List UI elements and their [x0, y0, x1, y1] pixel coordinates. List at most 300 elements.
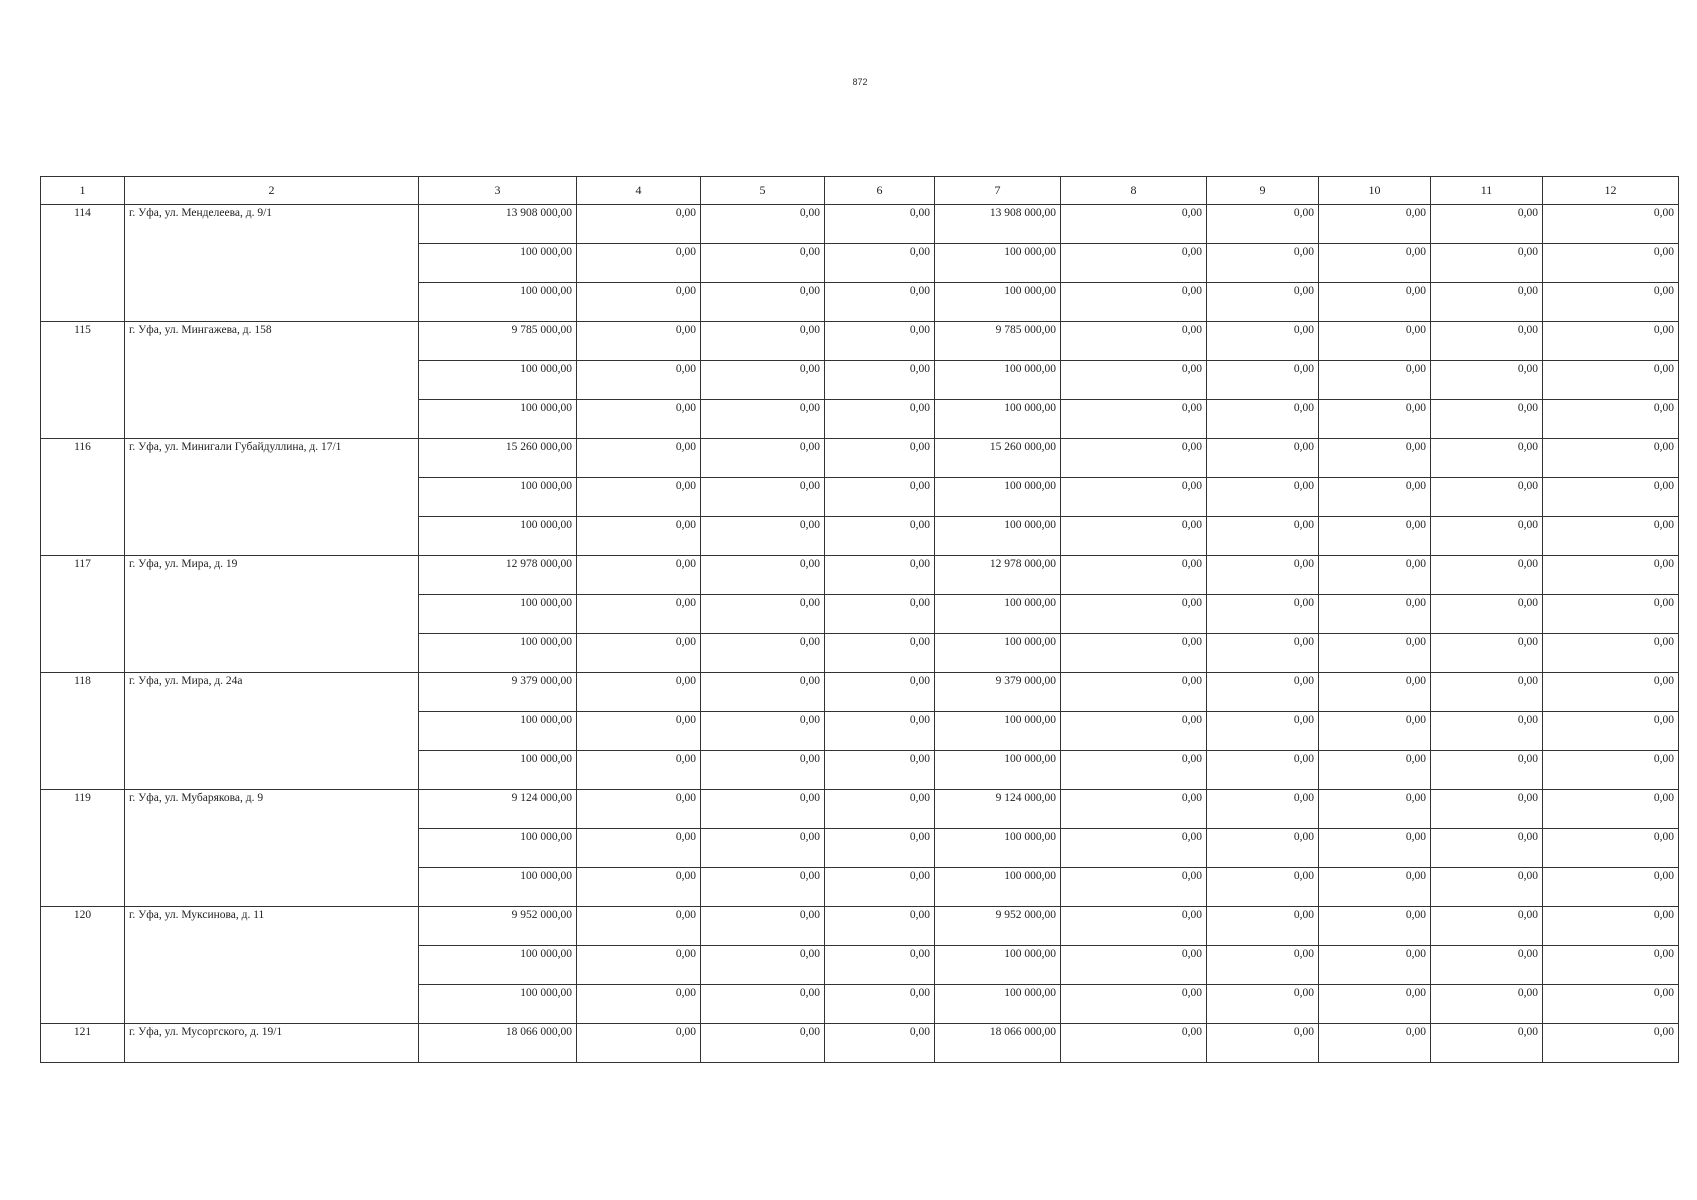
- amount-cell: 0,00: [577, 400, 701, 439]
- amount-cell: 0,00: [1431, 478, 1543, 517]
- amount-cell: 0,00: [1431, 673, 1543, 712]
- address-cell: [125, 478, 419, 517]
- amount-cell: 0,00: [1319, 907, 1431, 946]
- amount-cell: 100 000,00: [419, 829, 577, 868]
- amount-cell: 0,00: [1543, 751, 1679, 790]
- table-row: [41, 595, 1679, 634]
- amount-cell: 0,00: [1319, 712, 1431, 751]
- address-cell: г. Уфа, ул. Минигали Губайдуллина, д. 17/1: [125, 439, 419, 478]
- amount-cell: 0,00: [1207, 439, 1319, 478]
- amount-cell: 0,00: [701, 907, 825, 946]
- table-row: [41, 790, 1679, 829]
- row-index: [41, 751, 125, 790]
- amount-cell: 0,00: [1319, 1024, 1431, 1063]
- row-index: [41, 634, 125, 673]
- amount-cell: 0,00: [577, 244, 701, 283]
- amount-cell: 0,00: [577, 556, 701, 595]
- amount-cell: 0,00: [1207, 478, 1319, 517]
- address-cell: [125, 361, 419, 400]
- amount-cell: 0,00: [701, 985, 825, 1024]
- amount-cell: 0,00: [577, 907, 701, 946]
- table-row: [41, 400, 1679, 439]
- amount-cell: 0,00: [1543, 790, 1679, 829]
- amount-cell: 0,00: [825, 517, 935, 556]
- amount-cell: 15 260 000,00: [935, 439, 1061, 478]
- address-cell: г. Уфа, ул. Мубарякова, д. 9: [125, 790, 419, 829]
- amount-cell: 0,00: [701, 439, 825, 478]
- amount-cell: 0,00: [1207, 556, 1319, 595]
- address-cell: г. Уфа, ул. Мусоргского, д. 19/1: [125, 1024, 419, 1063]
- amount-cell: 100 000,00: [419, 751, 577, 790]
- amount-cell: 0,00: [1061, 439, 1207, 478]
- amount-cell: 0,00: [1207, 205, 1319, 244]
- address-cell: г. Уфа, ул. Менделеева, д. 9/1: [125, 205, 419, 244]
- amount-cell: 0,00: [1431, 400, 1543, 439]
- amount-cell: 0,00: [825, 283, 935, 322]
- amount-cell: 0,00: [1431, 517, 1543, 556]
- amount-cell: 0,00: [1319, 478, 1431, 517]
- row-index: 117: [41, 556, 125, 595]
- amount-cell: 100 000,00: [935, 634, 1061, 673]
- amount-cell: 0,00: [1431, 1024, 1543, 1063]
- amount-cell: 0,00: [701, 283, 825, 322]
- amount-cell: 0,00: [701, 400, 825, 439]
- amount-cell: 9 124 000,00: [419, 790, 577, 829]
- amount-cell: 0,00: [1543, 829, 1679, 868]
- row-index: 121: [41, 1024, 125, 1063]
- amount-cell: 0,00: [1319, 439, 1431, 478]
- row-index: 116: [41, 439, 125, 478]
- amount-cell: 18 066 000,00: [419, 1024, 577, 1063]
- amount-cell: 0,00: [1061, 790, 1207, 829]
- address-cell: [125, 283, 419, 322]
- amount-cell: 0,00: [1543, 400, 1679, 439]
- column-number-row: [41, 177, 1679, 205]
- amount-cell: 0,00: [1207, 712, 1319, 751]
- amount-cell: 12 978 000,00: [419, 556, 577, 595]
- amount-cell: 0,00: [825, 985, 935, 1024]
- amount-cell: 0,00: [701, 478, 825, 517]
- amount-cell: 0,00: [1543, 673, 1679, 712]
- amount-cell: 0,00: [701, 1024, 825, 1063]
- amount-cell: 9 379 000,00: [419, 673, 577, 712]
- amount-cell: 0,00: [577, 634, 701, 673]
- amount-cell: 0,00: [1061, 946, 1207, 985]
- amount-cell: 0,00: [1207, 790, 1319, 829]
- amount-cell: 0,00: [1431, 946, 1543, 985]
- table-row: [41, 712, 1679, 751]
- amount-cell: 0,00: [1319, 595, 1431, 634]
- amount-cell: 0,00: [577, 673, 701, 712]
- amount-cell: 0,00: [1061, 361, 1207, 400]
- amount-cell: 0,00: [1319, 634, 1431, 673]
- address-cell: г. Уфа, ул. Мингажева, д. 158: [125, 322, 419, 361]
- address-cell: [125, 751, 419, 790]
- amount-cell: 0,00: [1061, 556, 1207, 595]
- amount-cell: 0,00: [825, 322, 935, 361]
- amount-cell: 0,00: [1061, 712, 1207, 751]
- amount-cell: 0,00: [1319, 868, 1431, 907]
- amount-cell: 18 066 000,00: [935, 1024, 1061, 1063]
- amount-cell: 0,00: [1061, 1024, 1207, 1063]
- amount-cell: 13 908 000,00: [419, 205, 577, 244]
- column-number: 1: [41, 177, 125, 205]
- amount-cell: 0,00: [1431, 907, 1543, 946]
- amount-cell: 0,00: [1431, 712, 1543, 751]
- amount-cell: 0,00: [1061, 400, 1207, 439]
- amount-cell: 100 000,00: [935, 751, 1061, 790]
- table-row: [41, 829, 1679, 868]
- amount-cell: 0,00: [1061, 985, 1207, 1024]
- amount-cell: 0,00: [577, 712, 701, 751]
- amount-cell: 0,00: [1207, 595, 1319, 634]
- amount-cell: 0,00: [577, 205, 701, 244]
- amount-cell: 0,00: [1431, 751, 1543, 790]
- amount-cell: 0,00: [701, 322, 825, 361]
- amount-cell: 0,00: [1061, 634, 1207, 673]
- amount-cell: 0,00: [1431, 595, 1543, 634]
- amount-cell: 0,00: [1207, 751, 1319, 790]
- table-row: [41, 907, 1679, 946]
- amount-cell: 0,00: [1061, 907, 1207, 946]
- amount-cell: 0,00: [1431, 829, 1543, 868]
- column-number: 6: [825, 177, 935, 205]
- amount-cell: 0,00: [1061, 868, 1207, 907]
- amount-cell: 0,00: [1061, 205, 1207, 244]
- amount-cell: 0,00: [577, 361, 701, 400]
- amount-cell: 9 124 000,00: [935, 790, 1061, 829]
- amount-cell: 0,00: [1431, 439, 1543, 478]
- amount-cell: 0,00: [825, 673, 935, 712]
- address-cell: [125, 244, 419, 283]
- row-index: [41, 400, 125, 439]
- amount-cell: 13 908 000,00: [935, 205, 1061, 244]
- table-row: [41, 517, 1679, 556]
- address-cell: [125, 634, 419, 673]
- amount-cell: 0,00: [1207, 1024, 1319, 1063]
- amount-cell: 0,00: [1543, 205, 1679, 244]
- amount-cell: 0,00: [1543, 985, 1679, 1024]
- amount-cell: 0,00: [701, 361, 825, 400]
- amount-cell: 0,00: [1061, 322, 1207, 361]
- table-row: [41, 439, 1679, 478]
- amount-cell: 100 000,00: [935, 244, 1061, 283]
- amount-cell: 0,00: [701, 829, 825, 868]
- amount-cell: 0,00: [1431, 868, 1543, 907]
- row-index: 120: [41, 907, 125, 946]
- amount-cell: 100 000,00: [419, 517, 577, 556]
- amount-cell: 0,00: [577, 595, 701, 634]
- row-index: [41, 244, 125, 283]
- amount-cell: 0,00: [1431, 244, 1543, 283]
- amount-cell: 0,00: [701, 790, 825, 829]
- table-row: [41, 985, 1679, 1024]
- amount-cell: 0,00: [1319, 322, 1431, 361]
- amount-cell: 0,00: [1543, 946, 1679, 985]
- amount-cell: 0,00: [825, 751, 935, 790]
- amount-cell: 100 000,00: [419, 634, 577, 673]
- column-number: 10: [1319, 177, 1431, 205]
- column-number: 5: [701, 177, 825, 205]
- amount-cell: 100 000,00: [419, 985, 577, 1024]
- row-index: 114: [41, 205, 125, 244]
- amount-cell: 0,00: [825, 907, 935, 946]
- row-index: [41, 361, 125, 400]
- amount-cell: 0,00: [1207, 244, 1319, 283]
- amount-cell: 0,00: [701, 751, 825, 790]
- amount-cell: 0,00: [1207, 517, 1319, 556]
- amount-cell: 9 379 000,00: [935, 673, 1061, 712]
- table-body: [41, 177, 1679, 1063]
- row-index: [41, 946, 125, 985]
- column-number: 4: [577, 177, 701, 205]
- amount-cell: 0,00: [825, 556, 935, 595]
- amount-cell: 0,00: [577, 283, 701, 322]
- document-sheet: [40, 176, 1678, 1063]
- amount-cell: 100 000,00: [419, 868, 577, 907]
- amount-cell: 0,00: [1061, 517, 1207, 556]
- budget-table: [40, 176, 1679, 1063]
- address-cell: г. Уфа, ул. Муксинова, д. 11: [125, 907, 419, 946]
- amount-cell: 100 000,00: [419, 946, 577, 985]
- amount-cell: 0,00: [701, 244, 825, 283]
- amount-cell: 0,00: [1543, 1024, 1679, 1063]
- amount-cell: 100 000,00: [935, 400, 1061, 439]
- amount-cell: 100 000,00: [935, 829, 1061, 868]
- column-number: 7: [935, 177, 1061, 205]
- amount-cell: 0,00: [1061, 673, 1207, 712]
- amount-cell: 0,00: [701, 595, 825, 634]
- row-index: 115: [41, 322, 125, 361]
- amount-cell: 0,00: [577, 829, 701, 868]
- amount-cell: 0,00: [1543, 283, 1679, 322]
- table-row: [41, 283, 1679, 322]
- row-index: [41, 985, 125, 1024]
- amount-cell: 0,00: [1543, 595, 1679, 634]
- amount-cell: 0,00: [1543, 907, 1679, 946]
- amount-cell: 0,00: [1207, 868, 1319, 907]
- amount-cell: 0,00: [1061, 478, 1207, 517]
- amount-cell: 0,00: [1319, 517, 1431, 556]
- table-row: [41, 322, 1679, 361]
- row-index: [41, 868, 125, 907]
- amount-cell: 0,00: [825, 946, 935, 985]
- amount-cell: 0,00: [701, 946, 825, 985]
- table-row: [41, 478, 1679, 517]
- amount-cell: 0,00: [701, 517, 825, 556]
- row-index: [41, 829, 125, 868]
- amount-cell: 0,00: [1061, 751, 1207, 790]
- amount-cell: 0,00: [1543, 322, 1679, 361]
- amount-cell: 0,00: [701, 205, 825, 244]
- table-row: [41, 751, 1679, 790]
- amount-cell: 0,00: [825, 829, 935, 868]
- amount-cell: 0,00: [1431, 361, 1543, 400]
- amount-cell: 0,00: [1207, 322, 1319, 361]
- amount-cell: 100 000,00: [419, 712, 577, 751]
- amount-cell: 0,00: [1319, 283, 1431, 322]
- row-index: [41, 712, 125, 751]
- address-cell: [125, 517, 419, 556]
- amount-cell: 100 000,00: [419, 400, 577, 439]
- table-row: [41, 1024, 1679, 1063]
- row-index: [41, 478, 125, 517]
- amount-cell: 0,00: [1319, 205, 1431, 244]
- amount-cell: 0,00: [577, 322, 701, 361]
- amount-cell: 0,00: [1543, 361, 1679, 400]
- amount-cell: 0,00: [701, 712, 825, 751]
- amount-cell: 100 000,00: [935, 283, 1061, 322]
- amount-cell: 0,00: [825, 361, 935, 400]
- amount-cell: 0,00: [825, 244, 935, 283]
- address-cell: [125, 595, 419, 634]
- row-index: [41, 595, 125, 634]
- amount-cell: 0,00: [1207, 361, 1319, 400]
- amount-cell: 0,00: [577, 439, 701, 478]
- amount-cell: 0,00: [1207, 400, 1319, 439]
- amount-cell: 0,00: [1543, 868, 1679, 907]
- amount-cell: 0,00: [1061, 829, 1207, 868]
- amount-cell: 100 000,00: [935, 361, 1061, 400]
- amount-cell: 0,00: [1319, 673, 1431, 712]
- amount-cell: 0,00: [1319, 244, 1431, 283]
- amount-cell: 0,00: [1431, 283, 1543, 322]
- amount-cell: 0,00: [577, 946, 701, 985]
- table-row: [41, 868, 1679, 907]
- amount-cell: 9 952 000,00: [935, 907, 1061, 946]
- amount-cell: 9 785 000,00: [419, 322, 577, 361]
- amount-cell: 0,00: [1319, 829, 1431, 868]
- amount-cell: 0,00: [577, 868, 701, 907]
- amount-cell: 0,00: [1543, 517, 1679, 556]
- amount-cell: 0,00: [577, 790, 701, 829]
- amount-cell: 0,00: [1543, 439, 1679, 478]
- column-number: 12: [1543, 177, 1679, 205]
- amount-cell: 100 000,00: [419, 361, 577, 400]
- table-row: [41, 205, 1679, 244]
- amount-cell: 0,00: [701, 634, 825, 673]
- amount-cell: 0,00: [825, 712, 935, 751]
- column-number: 2: [125, 177, 419, 205]
- amount-cell: 100 000,00: [419, 595, 577, 634]
- amount-cell: 0,00: [825, 595, 935, 634]
- address-cell: [125, 400, 419, 439]
- amount-cell: 100 000,00: [935, 712, 1061, 751]
- amount-cell: 0,00: [1207, 634, 1319, 673]
- amount-cell: 0,00: [1319, 751, 1431, 790]
- amount-cell: 100 000,00: [935, 517, 1061, 556]
- amount-cell: 0,00: [1543, 556, 1679, 595]
- amount-cell: 0,00: [825, 790, 935, 829]
- page-number: 872: [852, 77, 868, 87]
- amount-cell: 100 000,00: [935, 868, 1061, 907]
- row-index: 119: [41, 790, 125, 829]
- amount-cell: 0,00: [1319, 790, 1431, 829]
- amount-cell: 0,00: [1319, 361, 1431, 400]
- amount-cell: 0,00: [1207, 985, 1319, 1024]
- amount-cell: 100 000,00: [935, 478, 1061, 517]
- amount-cell: 0,00: [1319, 946, 1431, 985]
- amount-cell: 0,00: [1431, 322, 1543, 361]
- amount-cell: 0,00: [1061, 283, 1207, 322]
- amount-cell: 0,00: [577, 478, 701, 517]
- amount-cell: 0,00: [825, 400, 935, 439]
- amount-cell: 0,00: [825, 205, 935, 244]
- address-cell: [125, 985, 419, 1024]
- address-cell: [125, 868, 419, 907]
- amount-cell: 0,00: [1207, 907, 1319, 946]
- row-index: [41, 517, 125, 556]
- amount-cell: 100 000,00: [935, 595, 1061, 634]
- amount-cell: 100 000,00: [419, 283, 577, 322]
- table-row: [41, 244, 1679, 283]
- amount-cell: 0,00: [577, 517, 701, 556]
- amount-cell: 9 952 000,00: [419, 907, 577, 946]
- amount-cell: 0,00: [825, 868, 935, 907]
- column-number: 11: [1431, 177, 1543, 205]
- amount-cell: 0,00: [1207, 829, 1319, 868]
- address-cell: [125, 829, 419, 868]
- amount-cell: 15 260 000,00: [419, 439, 577, 478]
- amount-cell: 0,00: [825, 478, 935, 517]
- amount-cell: 0,00: [1319, 556, 1431, 595]
- amount-cell: 0,00: [701, 673, 825, 712]
- row-index: [41, 283, 125, 322]
- amount-cell: 0,00: [1061, 595, 1207, 634]
- table-row: [41, 946, 1679, 985]
- table-row: [41, 673, 1679, 712]
- amount-cell: 0,00: [577, 751, 701, 790]
- amount-cell: 0,00: [1319, 400, 1431, 439]
- amount-cell: 0,00: [577, 1024, 701, 1063]
- amount-cell: 100 000,00: [419, 478, 577, 517]
- amount-cell: 0,00: [1431, 556, 1543, 595]
- amount-cell: 0,00: [1543, 244, 1679, 283]
- amount-cell: 0,00: [1431, 205, 1543, 244]
- row-index: 118: [41, 673, 125, 712]
- amount-cell: 0,00: [825, 634, 935, 673]
- amount-cell: 0,00: [1543, 478, 1679, 517]
- amount-cell: 9 785 000,00: [935, 322, 1061, 361]
- amount-cell: 0,00: [1431, 985, 1543, 1024]
- amount-cell: 12 978 000,00: [935, 556, 1061, 595]
- amount-cell: 0,00: [1543, 634, 1679, 673]
- amount-cell: 0,00: [701, 868, 825, 907]
- amount-cell: 100 000,00: [935, 946, 1061, 985]
- amount-cell: 0,00: [1207, 946, 1319, 985]
- address-cell: [125, 946, 419, 985]
- amount-cell: 0,00: [577, 985, 701, 1024]
- amount-cell: 0,00: [701, 556, 825, 595]
- amount-cell: 0,00: [825, 1024, 935, 1063]
- address-cell: г. Уфа, ул. Мира, д. 24а: [125, 673, 419, 712]
- address-cell: г. Уфа, ул. Мира, д. 19: [125, 556, 419, 595]
- table-row: [41, 361, 1679, 400]
- column-number: 3: [419, 177, 577, 205]
- amount-cell: 0,00: [1061, 244, 1207, 283]
- amount-cell: 0,00: [1431, 790, 1543, 829]
- amount-cell: 100 000,00: [935, 985, 1061, 1024]
- amount-cell: 0,00: [1207, 673, 1319, 712]
- address-cell: [125, 712, 419, 751]
- table-row: [41, 556, 1679, 595]
- amount-cell: 0,00: [825, 439, 935, 478]
- amount-cell: 0,00: [1543, 712, 1679, 751]
- amount-cell: 0,00: [1431, 634, 1543, 673]
- column-number: 9: [1207, 177, 1319, 205]
- amount-cell: 0,00: [1319, 985, 1431, 1024]
- table-row: [41, 634, 1679, 673]
